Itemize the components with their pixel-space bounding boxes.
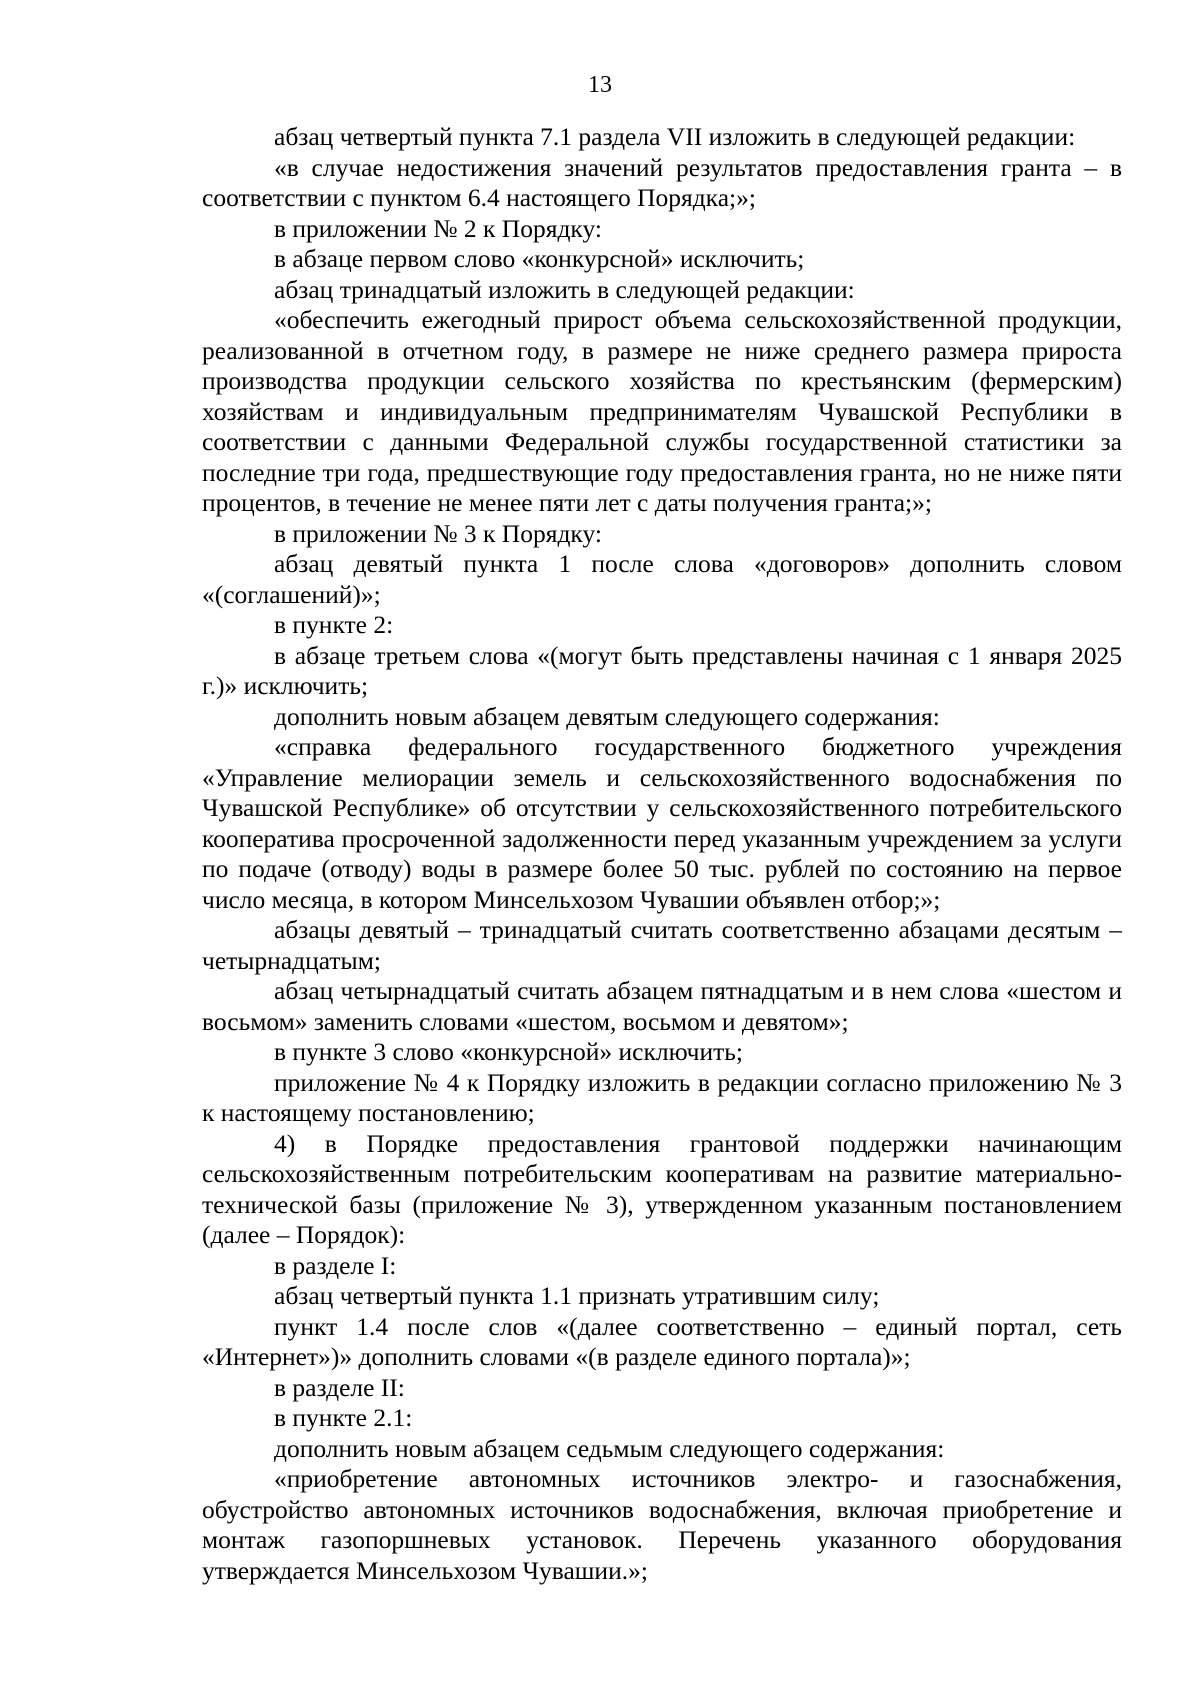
paragraph: «обеспечить ежегодный прирост объема сельскохозяйственной продукции, реализованной в отчетном году, в размере не ниже среднего размера прироста производства продукции сельского хозяйства по крестьянским (фермерским) хозяйствам и индивидуальным предпринимателям Чувашской Республики в соответствии с данными Федеральной службы государственной статистики за последние три года, предшествующие году предоставления гранта, но не ниже пяти процентов, в течение не менее пяти лет с даты получения гранта;»; xyxy=(202,305,1122,517)
paragraph: в разделе I: xyxy=(274,1250,397,1280)
paragraph: абзац четвертый пункта 7.1 раздела VII изложить в следующей редакции: xyxy=(274,122,1076,151)
paragraph: «в случае недостижения значений результатов предоставления гранта – в соответствии с пунктом 6.4 настоящего Порядка;»; xyxy=(202,152,1122,212)
paragraph: 4) в Порядке предоставления грантовой поддержки начинающим сельскохозяйственным потребительским кооперативам на развитие материально-технической базы (приложение № 3), утвержденном указанным постановлением (далее – Порядок): xyxy=(202,1128,1122,1249)
paragraph: в абзаце первом слово «конкурсной» исключить; xyxy=(274,244,805,273)
paragraph: абзац девятый пункта 1 после слова «договоров» дополнить словом «(соглашений)»; xyxy=(202,549,1122,609)
page-number: 13 xyxy=(588,72,612,98)
paragraph: абзац четырнадцатый считать абзацем пятнадцатым и в нем слова «шестом и восьмом» заменить словами «шестом, восьмом и девятом»; xyxy=(202,976,1122,1036)
paragraph: абзацы девятый – тринадцатый считать соответственно абзацами десятым – четырнадцатым; xyxy=(202,915,1122,975)
paragraph: приложение № 4 к Порядку изложить в редакции согласно приложению № 3 к настоящему постановлению; xyxy=(202,1067,1122,1127)
paragraph: в пункте 2.1: xyxy=(274,1403,413,1432)
paragraph: в приложении № 2 к Порядку: xyxy=(274,213,602,243)
paragraph: «приобретение автономных источников электро- и газоснабжения, обустройство автономных источников водоснабжения, включая приобретение и монтаж газопоршневых установок. Перечень указанного оборудования утверждается Минсельхозом Чувашии.»; xyxy=(202,1464,1122,1585)
paragraph: абзац четвертый пункта 1.1 признать утратившим силу; xyxy=(274,1281,880,1310)
paragraph: в разделе II: xyxy=(274,1372,405,1402)
paragraph: в приложении № 3 к Порядку: xyxy=(274,518,602,548)
paragraph: в абзаце третьем слова «(могут быть представлены начиная с 1 января 2025 г.)» исключить; xyxy=(202,640,1122,700)
paragraph: в пункте 3 слово «конкурсной» исключить; xyxy=(274,1037,743,1066)
paragraph: «справка федерального государственного бюджетного учреждения «Управление мелиорации земель и сельскохозяйственного водоснабжения по Чувашской Республике» об отсутствии у сельскохозяйственного потребительского кооператива просроченной задолженности перед указанным учреждением за услуги по подаче (отводу) воды в размере более 50 тыс. рублей по состоянию на первое число месяца, в котором Минсельхозом Чувашии объявлен отбор;»; xyxy=(202,732,1122,914)
document-body xyxy=(202,122,1122,1586)
paragraph: в пункте 2: xyxy=(274,610,394,639)
paragraph: дополнить новым абзацем девятым следующего содержания: xyxy=(274,701,940,731)
paragraph: дополнить новым абзацем седьмым следующего содержания: xyxy=(274,1433,945,1463)
paragraph: абзац тринадцатый изложить в следующей редакции: xyxy=(274,274,855,304)
paragraph: пункт 1.4 после слов «(далее соответственно – единый портал, сеть «Интернет»)» дополнить словами «(в разделе единого портала)»; xyxy=(202,1311,1122,1371)
